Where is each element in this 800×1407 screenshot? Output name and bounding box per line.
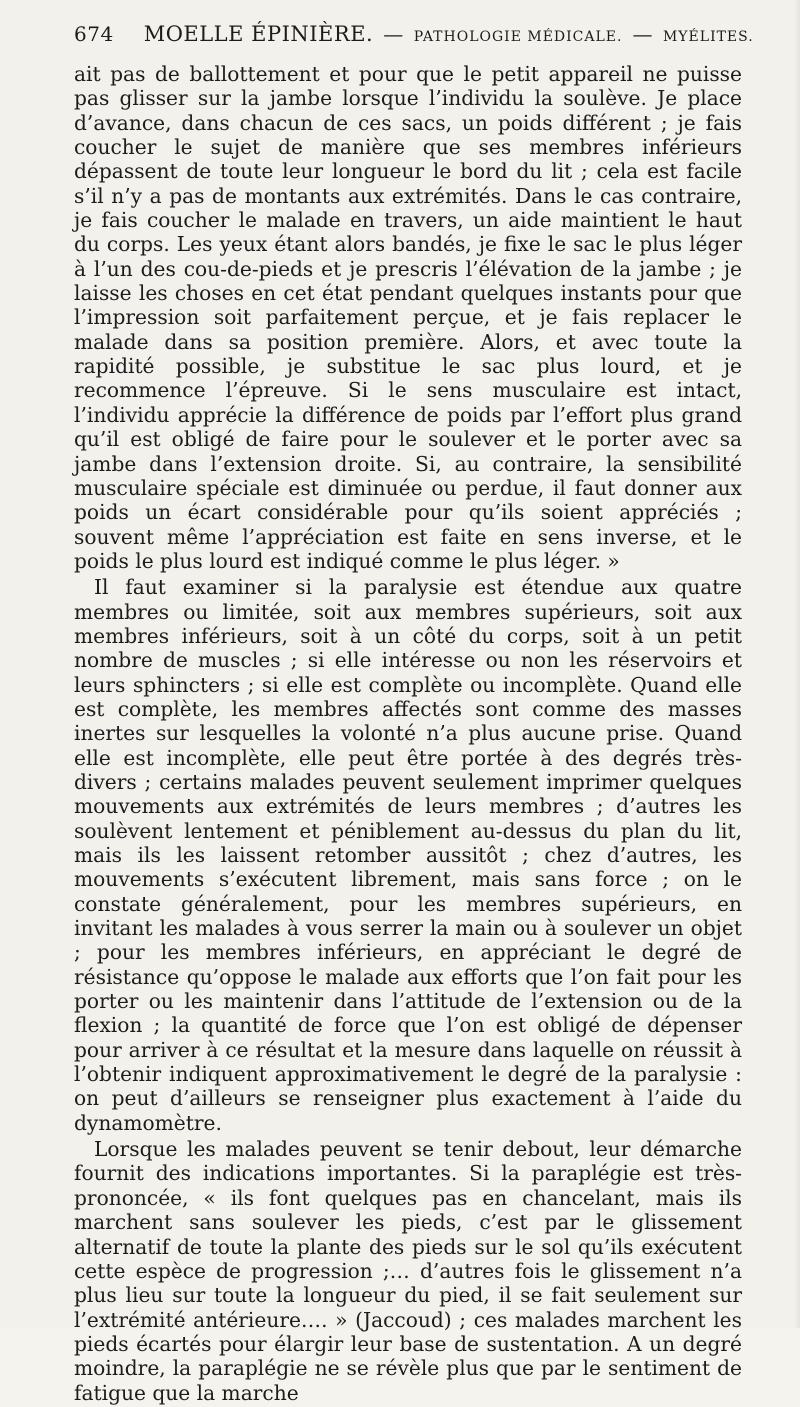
paragraph-paralysis-extent: Il faut examiner si la paralysie est étendue aux quatre membres ou limitée, soit aux membres supérieurs, soit aux membres inférieurs, soit à un côté du corps, soit à un petit nombre de muscles ; si elle intéresse ou non les réservoirs et leurs sphincters ; si elle est complète ou incomplète. Quand elle est complète, les membres affectés sont comme des masses inertes sur lesquelles la volonté n’a plus aucune prise. Quand elle est incomplète, elle peut être portée à des degrés très-divers ; certains malades peuvent seulement imprimer quelques mouvements aux extrémités de leurs membres ; d’autres les soulèvent lentement et péniblement au-dessus du plan du lit, mais ils les laissent retomber aussitôt ; chez d’autres, les mouvements s’exécutent librement, mais sans force ; on le constate généralement, pour les membres supérieurs, en invitant les malades à vous serrer la main ou à soulever un objet ; pour les membres inférieurs, en appréciant le degré de résistance qu’oppose le malade aux efforts que l’on fait pour les porter ou les maintenir dans l’attitude de l’extension ou de la flexion ; la quantité de force que l’on est obligé de dépenser pour arriver à ce résultat et la mesure dans laquelle on réussit à l’obtenir indiquent approximativement le degré de la paralysie : on peut d’ailleurs se renseigner plus exactement à l’aide du dynamomètre.: [74, 575, 742, 1135]
running-section: PATHOLOGIE MÉDICALE.: [413, 29, 623, 45]
paragraph-gait: Lorsque les malades peuvent se tenir debout, leur démarche fournit des indications importantes. Si la paraplégie est très-prononcée, « ils font quelques pas en chancelant, mais ils marchent sans soulever les pieds, c’est par le glissement alternatif de toute la plante des pieds sur le sol qu’ils exécutent cette espèce de progression ;… d’autres fois le glissement n’a plus lieu sur toute la longueur du pied, il se fait seulement sur l’extrémité antérieure…. » (Jaccoud) ; ces malades marchent les pieds écartés pour élargir leur base de sustentation. A un degré moindre, la paraplégie ne se révèle plus que par le sentiment de fatigue que la marche: [74, 1137, 742, 1405]
running-subsection: MYÉLITES.: [662, 29, 754, 45]
body-text: [74, 62, 742, 1407]
running-title: MOELLE ÉPINIÈRE.: [143, 22, 374, 46]
header-separator: —: [632, 22, 653, 46]
running-header: [74, 22, 754, 56]
page-edge-shadow: [794, 0, 800, 1328]
page-number: 674: [74, 22, 114, 46]
paragraph-continued: ait pas de ballottement et pour que le petit appareil ne puisse pas glisser sur la jambe lorsque l’individu la soulève. Je place d’avance, dans chacun de ces sacs, un poids différent ; je fais coucher le sujet de manière que ses membres inférieurs dépassent de toute leur longueur le bord du lit ; cela est facile s’il n’y a pas de montants aux extrémités. Dans le cas contraire, je fais coucher le malade en travers, un aide maintient le haut du corps. Les yeux étant alors bandés, je fixe le sac le plus léger à l’un des cou-de-pieds et je prescris l’élévation de la jambe ; je laisse les choses en cet état pendant quelques instants pour que l’impression soit parfaitement perçue, et je fais replacer le malade dans sa position première. Alors, et avec toute la rapidité possible, je substitue le sac plus lourd, et je recommence l’épreuve. Si le sens musculaire est intact, l’individu apprécie la différence de poids par l’effort plus grand qu’il est obligé de faire pour le soulever et le porter avec sa jambe dans l’extension droite. Si, au contraire, la sensibilité musculaire spéciale est diminuée ou perdue, il faut donner aux poids un écart considérable pour qu’ils soient appréciés ; souvent même l’appréciation est faite en sens inverse, et le poids le plus lourd est indiqué comme le plus léger. »: [74, 62, 742, 573]
header-separator: —: [383, 22, 404, 46]
